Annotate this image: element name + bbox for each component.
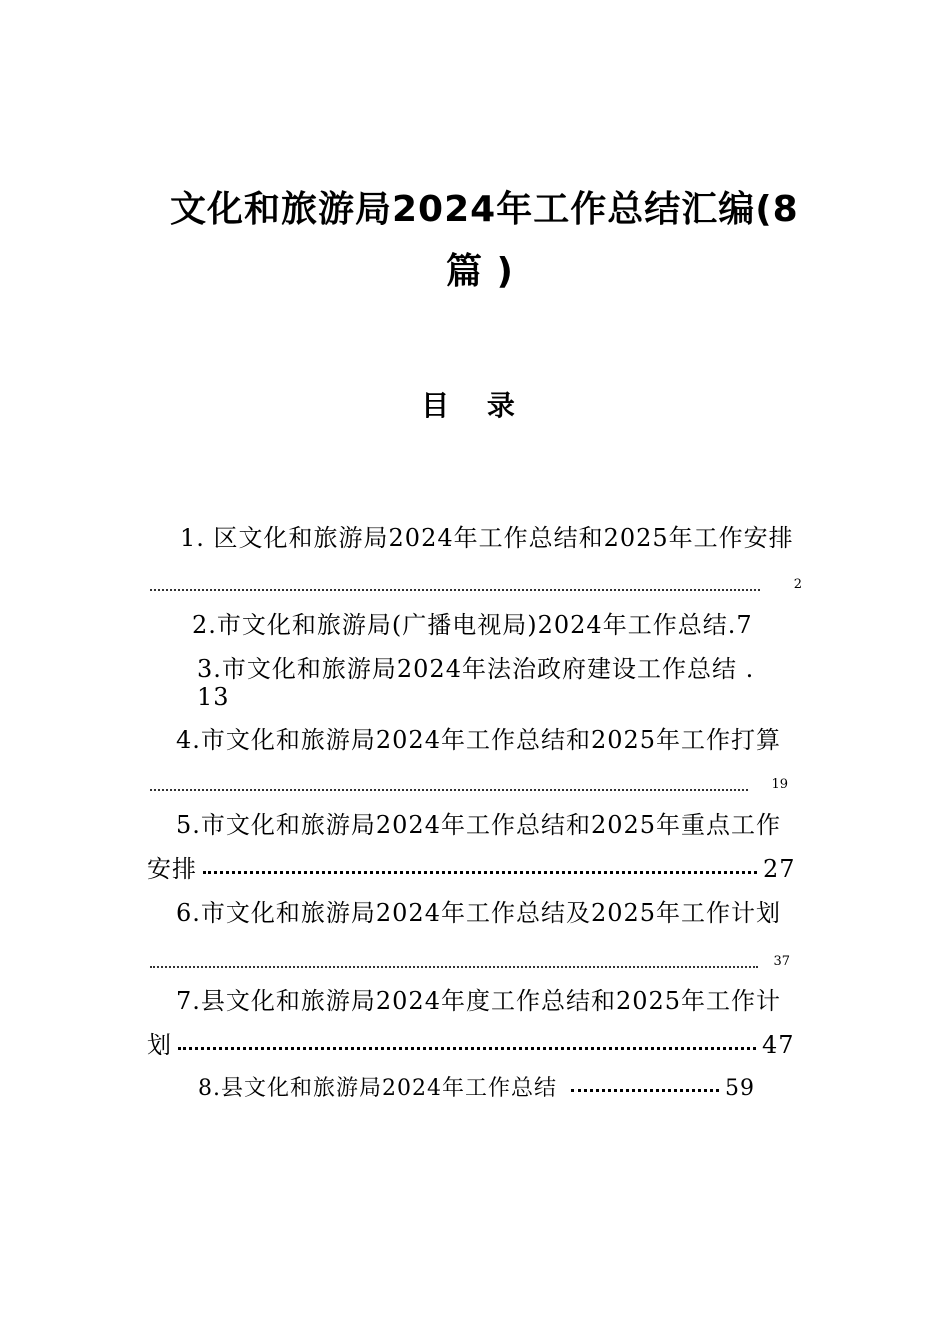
toc-entry-1-title[interactable]: 1. 区文化和旅游局2024年工作总结和2025年工作安排 <box>180 524 794 552</box>
toc-entry-8[interactable] <box>198 1074 755 1104</box>
toc-entry-6-title[interactable]: 6.市文化和旅游局2024年工作总结及2025年工作计划 <box>176 899 782 927</box>
document-title-line-1: 文化和旅游局2024年工作总结汇编(8 <box>170 189 799 230</box>
document-title-line-2: 篇 ) <box>446 251 514 292</box>
toc-entry-6-leader <box>150 950 802 970</box>
dot-leader <box>150 966 758 968</box>
toc-entry-8-page: 59 <box>724 1076 755 1101</box>
toc-entry-5-title-cont: 安排 <box>147 855 197 883</box>
toc-entry-3-title[interactable]: 3.市文化和旅游局2024年法治政府建设工作总结 . <box>197 655 755 683</box>
toc-entry-4-page: 19 <box>771 777 788 792</box>
dot-leader <box>150 589 760 591</box>
toc-entry-3-page: 13 <box>197 683 230 711</box>
toc-entry-7-continuation <box>147 1030 795 1060</box>
toc-entry-1-page: 2 <box>793 577 802 592</box>
toc-entry-8-title: 8.县文化和旅游局2024年工作总结 <box>198 1076 557 1101</box>
toc-entry-5-title[interactable]: 5.市文化和旅游局2024年工作总结和2025年重点工作 <box>176 811 782 839</box>
toc-entry-1-leader <box>150 573 802 593</box>
toc-entry-4-leader <box>150 773 802 793</box>
toc-entry-2-title: 2.市文化和旅游局(广播电视局)2024年工作总结. <box>192 611 737 639</box>
toc-heading: 目 录 <box>421 389 529 422</box>
toc-entry-5-continuation <box>147 854 796 884</box>
toc-entry-4-title[interactable]: 4.市文化和旅游局2024年工作总结和2025年工作打算 <box>176 726 782 754</box>
toc-entry-7-title-cont: 划 <box>147 1031 172 1059</box>
dot-leader <box>571 1089 719 1092</box>
toc-entry-2[interactable] <box>192 610 753 640</box>
dot-leader <box>178 1047 756 1050</box>
dot-leader <box>150 789 748 791</box>
toc-entry-7-title[interactable]: 7.县文化和旅游局2024年度工作总结和2025年工作计 <box>176 987 782 1015</box>
toc-entry-5-page: 27 <box>763 855 796 883</box>
dot-leader <box>203 871 757 874</box>
toc-entry-6-page: 37 <box>773 954 790 969</box>
toc-entry-7-page: 47 <box>762 1031 795 1059</box>
toc-entry-2-page: 7 <box>736 611 753 639</box>
